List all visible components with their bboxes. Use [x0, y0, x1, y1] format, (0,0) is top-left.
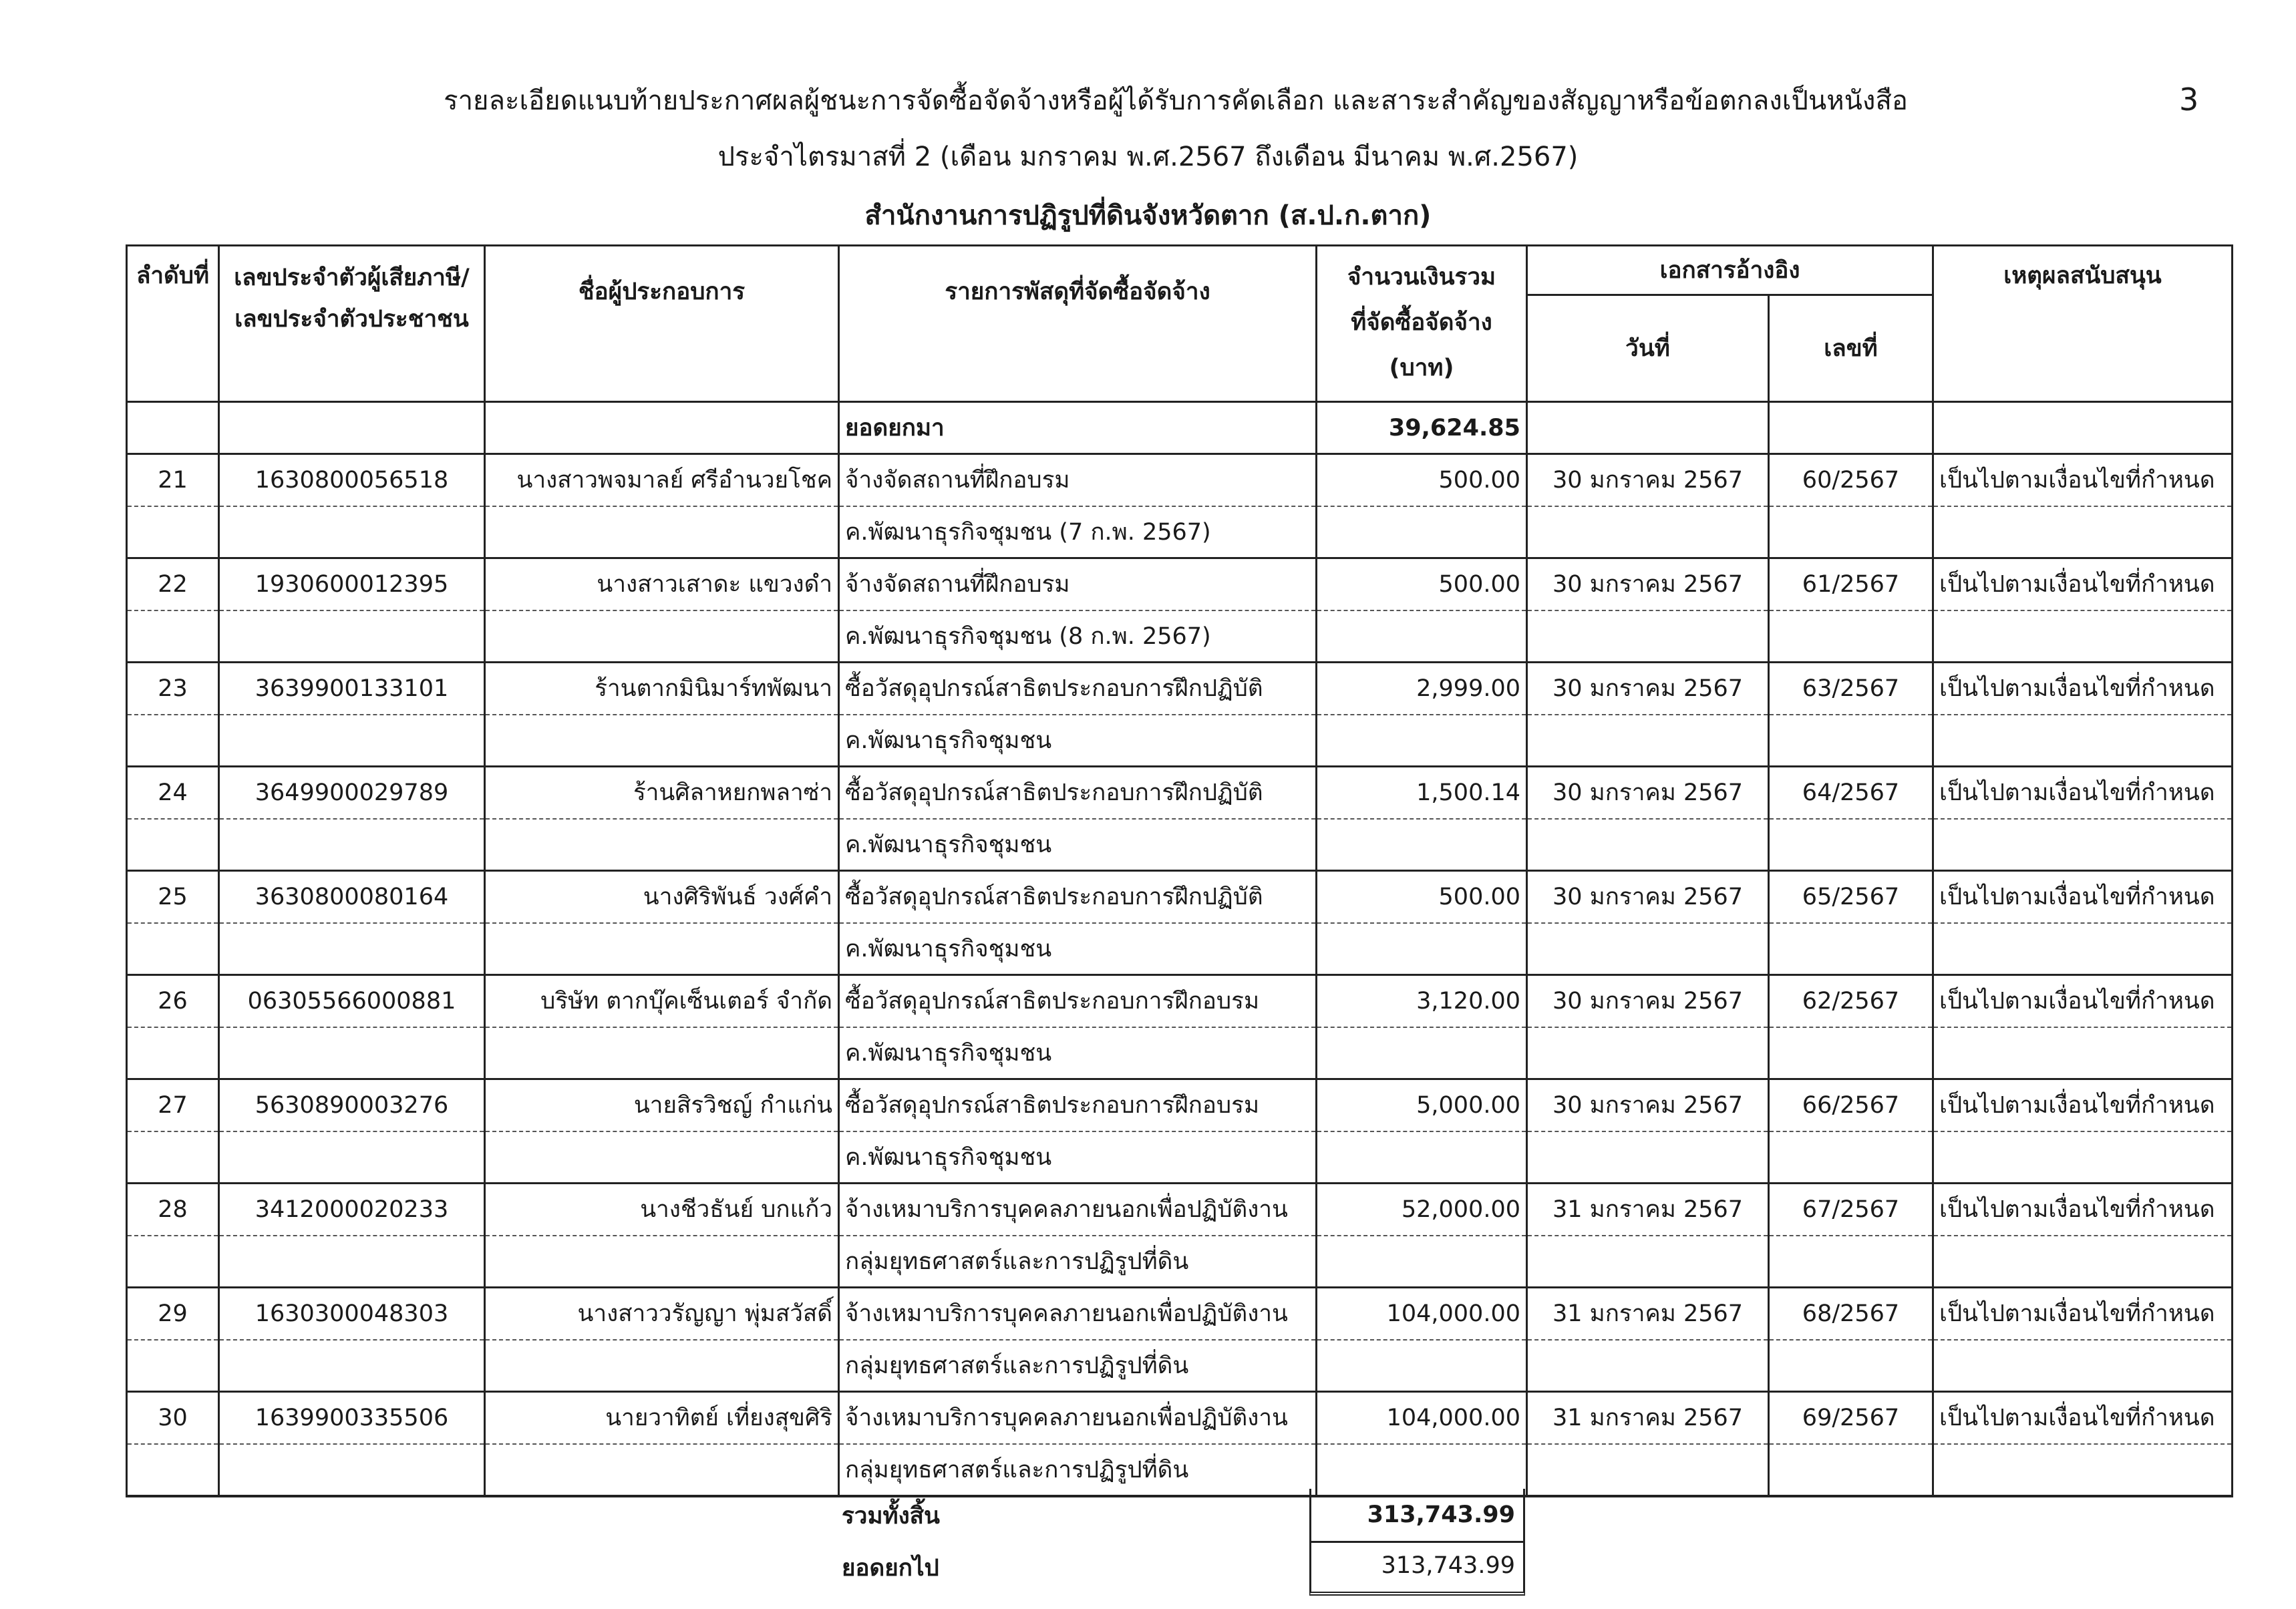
item-detail: ค.พัฒนาธุรกิจชุมชน	[839, 1027, 1317, 1079]
reference-number: 62/2567	[1769, 975, 1933, 1027]
brought-forward-label: ยอดยกมา	[839, 402, 1317, 454]
tax-id: 06305566000881	[219, 975, 485, 1027]
quarter-period: ประจำไตรมาสที่ 2 (เดือน มกราคม พ.ศ.2567 ถึงเดือน มีนาคม พ.ศ.2567)	[717, 142, 1579, 172]
col-vendor: ชื่อผู้ประกอบการ	[485, 246, 839, 402]
col-tax-id: เลขประจำตัวผู้เสียภาษี/ เลขประจำตัวประชาชน	[219, 246, 485, 402]
support-reason: เป็นไปตามเงื่อนไขที่กำหนด	[1933, 1079, 2233, 1131]
reference-date: 30 มกราคม 2567	[1527, 1079, 1769, 1131]
item-description: ซื้อวัสดุอุปกรณ์สาธิตประกอบการฝึกอบรม	[839, 975, 1317, 1027]
amount: 500.00	[1317, 871, 1527, 923]
vendor-name: นางศิริพันธ์ วงศ์คำ	[485, 871, 839, 923]
table-row	[127, 871, 2233, 923]
amount: 104,000.00	[1317, 1392, 1527, 1444]
support-reason: เป็นไปตามเงื่อนไขที่กำหนด	[1933, 975, 2233, 1027]
item-description: ซื้อวัสดุอุปกรณ์สาธิตประกอบการฝึกปฏิบัติ	[839, 767, 1317, 819]
vendor-name: บริษัท ตากบุ๊คเซ็นเตอร์ จำกัด	[485, 975, 839, 1027]
reference-number: 68/2567	[1769, 1288, 1933, 1340]
item-description: จ้างเหมาบริการบุคคลภายนอกเพื่อปฏิบัติงาน	[839, 1184, 1317, 1236]
item-detail: ค.พัฒนาธุรกิจชุมชน	[839, 923, 1317, 975]
support-reason: เป็นไปตามเงื่อนไขที่กำหนด	[1933, 663, 2233, 715]
office-name: สำนักงานการปฏิรูปที่ดินจังหวัดตาก (ส.ป.ก.ตาก)	[864, 200, 1432, 231]
carried-forward-row	[838, 1542, 1525, 1594]
table-row	[127, 975, 2233, 1027]
col-ref-date: วันที่	[1527, 295, 1769, 402]
total-label: รวมทั้งสิ้น	[842, 1502, 940, 1530]
support-reason: เป็นไปตามเงื่อนไขที่กำหนด	[1933, 871, 2233, 923]
table-row	[127, 1079, 2233, 1131]
item-description: จ้างจัดสถานที่ฝึกอบรม	[839, 558, 1317, 610]
table-body	[127, 402, 2233, 1496]
reference-date: 31 มกราคม 2567	[1527, 1184, 1769, 1236]
row-number: 22	[127, 558, 219, 610]
vendor-name: นางสาววรัญญา พุ่มสวัสดิ์	[485, 1288, 839, 1340]
table-row-detail	[127, 1236, 2233, 1288]
row-number: 29	[127, 1288, 219, 1340]
reference-number: 63/2567	[1769, 663, 1933, 715]
table-row	[127, 1392, 2233, 1444]
item-detail: ค.พัฒนาธุรกิจชุมชน (7 ก.พ. 2567)	[839, 506, 1317, 558]
item-description: จ้างเหมาบริการบุคคลภายนอกเพื่อปฏิบัติงาน	[839, 1288, 1317, 1340]
reference-number: 64/2567	[1769, 767, 1933, 819]
procurement-table	[126, 244, 2233, 1497]
item-detail: กลุ่มยุทธศาสตร์และการปฏิรูปที่ดิน	[839, 1236, 1317, 1288]
table-row	[127, 663, 2233, 715]
item-description: จ้างจัดสถานที่ฝึกอบรม	[839, 454, 1317, 506]
carried-forward-amount: 313,743.99	[1309, 1540, 1525, 1596]
item-detail: กลุ่มยุทธศาสตร์และการปฏิรูปที่ดิน	[839, 1444, 1317, 1496]
table-row-detail	[127, 1340, 2233, 1392]
col-ref-no: เลขที่	[1769, 295, 1933, 402]
item-detail: ค.พัฒนาธุรกิจชุมชน	[839, 715, 1317, 767]
support-reason: เป็นไปตามเงื่อนไขที่กำหนด	[1933, 454, 2233, 506]
table-row-detail	[127, 1131, 2233, 1184]
row-number: 25	[127, 871, 219, 923]
reference-number: 60/2567	[1769, 454, 1933, 506]
table-row	[127, 1288, 2233, 1340]
vendor-name: นายวาทิตย์ เที่ยงสุขศิริ	[485, 1392, 839, 1444]
support-reason: เป็นไปตามเงื่อนไขที่กำหนด	[1933, 558, 2233, 610]
vendor-name: ร้านศิลาหยกพลาซ่า	[485, 767, 839, 819]
item-description: จ้างเหมาบริการบุคคลภายนอกเพื่อปฏิบัติงาน	[839, 1392, 1317, 1444]
support-reason: เป็นไปตามเงื่อนไขที่กำหนด	[1933, 1288, 2233, 1340]
table-row-detail	[127, 923, 2233, 975]
item-description: ซื้อวัสดุอุปกรณ์สาธิตประกอบการฝึกอบรม	[839, 1079, 1317, 1131]
support-reason: เป็นไปตามเงื่อนไขที่กำหนด	[1933, 1184, 2233, 1236]
amount: 500.00	[1317, 454, 1527, 506]
tax-id: 3630800080164	[219, 871, 485, 923]
tax-id: 3649900029789	[219, 767, 485, 819]
page-number: 3	[2179, 81, 2199, 118]
tax-id: 3639900133101	[219, 663, 485, 715]
tax-id: 5630890003276	[219, 1079, 485, 1131]
reference-number: 69/2567	[1769, 1392, 1933, 1444]
total-amount: 313,743.99	[1309, 1489, 1525, 1543]
item-detail: ค.พัฒนาธุรกิจชุมชน	[839, 1131, 1317, 1184]
table-row	[127, 558, 2233, 610]
col-reference: เอกสารอ้างอิง	[1527, 246, 1933, 295]
amount: 104,000.00	[1317, 1288, 1527, 1340]
reference-date: 30 มกราคม 2567	[1527, 454, 1769, 506]
tax-id: 1630300048303	[219, 1288, 485, 1340]
reference-date: 31 มกราคม 2567	[1527, 1288, 1769, 1340]
col-no: ลำดับที่	[127, 246, 219, 402]
brought-forward-row	[127, 402, 2233, 454]
table-row	[127, 1184, 2233, 1236]
reference-number: 66/2567	[1769, 1079, 1933, 1131]
vendor-name: นางชีวธันย์ บกแก้ว	[485, 1184, 839, 1236]
amount: 2,999.00	[1317, 663, 1527, 715]
amount: 3,120.00	[1317, 975, 1527, 1027]
reference-date: 31 มกราคม 2567	[1527, 1392, 1769, 1444]
vendor-name: นางสาวเสาดะ แขวงดำ	[485, 558, 839, 610]
table-row	[127, 454, 2233, 506]
item-detail: ค.พัฒนาธุรกิจชุมชน (8 ก.พ. 2567)	[839, 610, 1317, 663]
row-number: 30	[127, 1392, 219, 1444]
tax-id: 1930600012395	[219, 558, 485, 610]
reference-number: 67/2567	[1769, 1184, 1933, 1236]
row-number: 24	[127, 767, 219, 819]
carried-forward-label: ยอดยกไป	[842, 1554, 939, 1582]
item-description: ซื้อวัสดุอุปกรณ์สาธิตประกอบการฝึกปฏิบัติ	[839, 871, 1317, 923]
tax-id: 1630800056518	[219, 454, 485, 506]
vendor-name: นางสาวพจมาลย์ ศรีอำนวยโชค	[485, 454, 839, 506]
reference-date: 30 มกราคม 2567	[1527, 975, 1769, 1027]
vendor-name: นายสิรวิชญ์ กำแก่น	[485, 1079, 839, 1131]
tax-id: 3412000020233	[219, 1184, 485, 1236]
table-row-detail	[127, 1444, 2233, 1496]
support-reason: เป็นไปตามเงื่อนไขที่กำหนด	[1933, 1392, 2233, 1444]
reference-number: 61/2567	[1769, 558, 1933, 610]
amount: 500.00	[1317, 558, 1527, 610]
reference-date: 30 มกราคม 2567	[1527, 871, 1769, 923]
total-row	[838, 1489, 1525, 1542]
row-number: 21	[127, 454, 219, 506]
table-row-detail	[127, 715, 2233, 767]
item-detail: ค.พัฒนาธุรกิจชุมชน	[839, 819, 1317, 871]
row-number: 28	[127, 1184, 219, 1236]
col-amount: จำนวนเงินรวม ที่จัดซื้อจัดจ้าง (บาท)	[1317, 246, 1527, 402]
item-detail: กลุ่มยุทธศาสตร์และการปฏิรูปที่ดิน	[839, 1340, 1317, 1392]
support-reason: เป็นไปตามเงื่อนไขที่กำหนด	[1933, 767, 2233, 819]
reference-date: 30 มกราคม 2567	[1527, 663, 1769, 715]
table-row-detail	[127, 506, 2233, 558]
tax-id: 1639900335506	[219, 1392, 485, 1444]
item-description: ซื้อวัสดุอุปกรณ์สาธิตประกอบการฝึกปฏิบัติ	[839, 663, 1317, 715]
col-reason: เหตุผลสนับสนุน	[1933, 246, 2233, 402]
reference-date: 30 มกราคม 2567	[1527, 558, 1769, 610]
table-row-detail	[127, 1027, 2233, 1079]
table-row	[127, 767, 2233, 819]
amount: 5,000.00	[1317, 1079, 1527, 1131]
vendor-name: ร้านตากมินิมาร์ทพัฒนา	[485, 663, 839, 715]
reference-date: 30 มกราคม 2567	[1527, 767, 1769, 819]
brought-forward-amount: 39,624.85	[1317, 402, 1527, 454]
amount: 52,000.00	[1317, 1184, 1527, 1236]
table-row-detail	[127, 610, 2233, 663]
row-number: 23	[127, 663, 219, 715]
reference-number: 65/2567	[1769, 871, 1933, 923]
document-title: รายละเอียดแนบท้ายประกาศผลผู้ชนะการจัดซื้อจัดจ้างหรือผู้ได้รับการคัดเลือก และสาระสำคัญของสัญญาหรือข้อตกลงเป็นหนังสือ	[444, 85, 1908, 116]
row-number: 26	[127, 975, 219, 1027]
row-number: 27	[127, 1079, 219, 1131]
col-item: รายการพัสดุที่จัดซื้อจัดจ้าง	[839, 246, 1317, 402]
table-header	[127, 246, 2233, 402]
table-row-detail	[127, 819, 2233, 871]
amount: 1,500.14	[1317, 767, 1527, 819]
